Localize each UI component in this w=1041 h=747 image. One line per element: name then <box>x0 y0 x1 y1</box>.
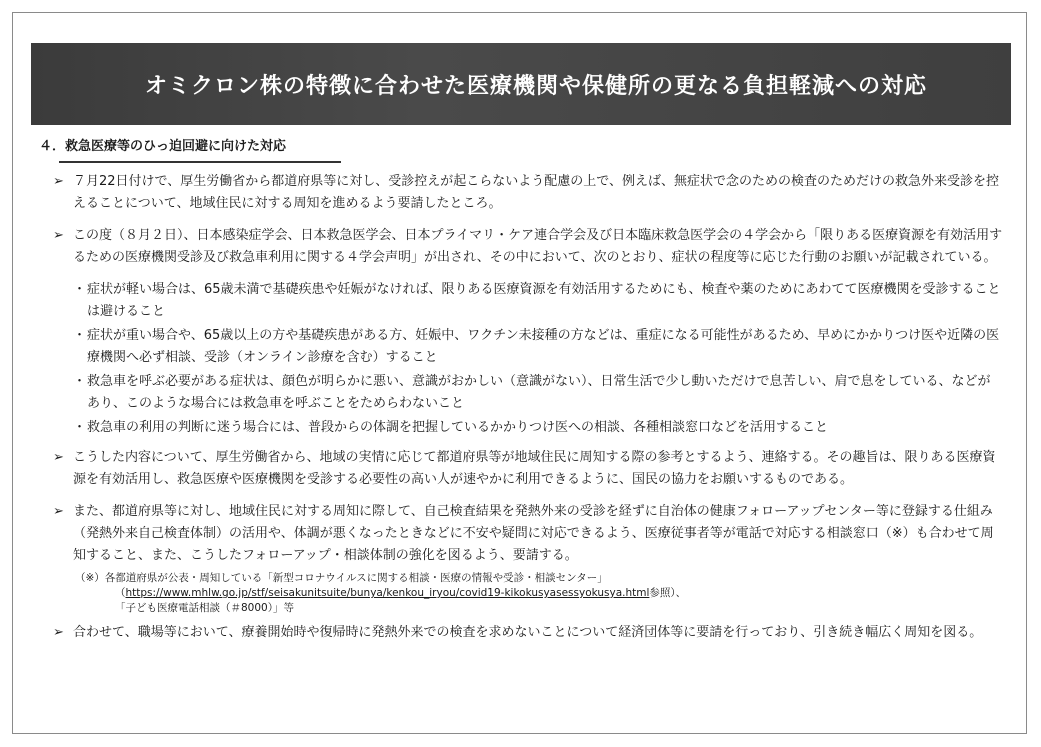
paragraph-1 <box>53 171 1003 215</box>
paragraph-4 <box>53 501 1003 567</box>
footnote-line-1: （※）各都道府県が公表・周知している「新型コロナウイルスに関する相談・医療の情報や受診・相談センター」 <box>75 572 608 584</box>
list-item-text: 症状が重い場合や、65歳以上の方や基礎疾患がある方、妊娠中、ワクチン未接種の方などは、重症になる可能性があるため、早めにかかりつけ医や近隣の医療機関へ必ず相談、受診（オンライン診療を含む）すること <box>87 328 1000 365</box>
list-item-text: 症状が軽い場合は、65歳未満で基礎疾患や妊娠がなければ、限りある医療資源を有効活用するためにも、検査や薬のためにあわてて医療機関を受診することは避けること <box>87 282 1001 319</box>
slide <box>12 12 1027 734</box>
footnote-line-2 <box>75 586 1003 601</box>
bullet-dot-icon: ・ <box>73 420 87 435</box>
symptom-bullet-list <box>73 279 1003 439</box>
arrow-bullet-icon: ➢ <box>53 228 64 243</box>
list-item-text: 救急車の利用の判断に迷う場合には、普段からの体調を把握しているかかりつけ医への相談、各種相談窓口などを活用すること <box>87 420 829 435</box>
footnote <box>75 571 1003 616</box>
page-title: オミクロン株の特徴に合わせた医療機関や保健所の更なる負担軽減への対応 <box>144 73 927 99</box>
paragraph-text: ７月22日付けで、厚生労働省から都道府県等に対し、受診控えが起こらないよう配慮の上で、例えば、無症状で念のための検査のためだけの救急外来受診を控えることについて、地域住民に対する周知を進めるよう要請したところ。 <box>73 174 1000 211</box>
list-item <box>73 279 1003 323</box>
list-item <box>73 325 1003 369</box>
arrow-bullet-icon: ➢ <box>53 504 64 519</box>
footnote-paren: （ <box>115 587 126 599</box>
paragraph-text: また、都道府県等に対し、地域住民に対する周知に際して、自己検査結果を発熱外来の受診を経ずに自治体の健康フォローアップセンター等に登録する仕組み（発熱外来自己検査体制）の活用や、体調が悪くなったときなどに不安や疑問に対応できるよう、医療従事者等が電話で対応する相談窓口（※）も合わせて周知すること、また、こうしたフォローアップ・相談体制の強化を図るよう、要請する。 <box>73 504 994 563</box>
list-item <box>73 371 1003 415</box>
arrow-bullet-icon: ➢ <box>53 174 64 189</box>
bullet-dot-icon: ・ <box>73 282 87 297</box>
paragraph-text: 合わせて、職場等において、療養開始時や復帰時に発熱外来での検査を求めないことについて経済団体等に要請を行っており、引き続き幅広く周知を図る。 <box>73 625 983 640</box>
bullet-dot-icon: ・ <box>73 374 87 389</box>
paragraph-text: こうした内容について、厚生労働省から、地域の実情に応じて都道府県等が地域住民に周知する際の参考とするよう、連絡する。その趣旨は、限りある医療資源を有効活用し、救急医療や医療機関を受診する必要性の高い人が速やかに利用できるように、国民の協力をお願いするものである。 <box>73 450 996 487</box>
footnote-line-3: 「子ども医療電話相談（＃8000）」等 <box>115 602 294 614</box>
bullet-dot-icon: ・ <box>73 328 87 343</box>
mhlw-link[interactable]: https://www.mhlw.go.jp/stf/seisakunitsuite/bunya/kenkou_iryou/covid19-kikokusyasessyokusya.html <box>125 587 650 599</box>
title-banner <box>31 43 1011 125</box>
arrow-bullet-icon: ➢ <box>53 625 64 640</box>
footnote-reference-text: 参照）、 <box>649 587 687 599</box>
paragraph-3 <box>53 447 1003 491</box>
list-item <box>73 417 1003 439</box>
list-item-text: 救急車を呼ぶ必要がある症状は、顔色が明らかに悪い、意識がおかしい（意識がない）、日常生活で少し動いただけで息苦しい、肩で息をしている、などがあり、このような場合には救急車を呼ぶことをためらわないこと <box>87 374 991 411</box>
paragraph-5 <box>53 622 1003 644</box>
section-underline <box>59 161 341 163</box>
paragraph-2 <box>53 225 1003 269</box>
arrow-bullet-icon: ➢ <box>53 450 64 465</box>
paragraph-text: この度（８月２日）、日本感染症学会、日本救急医学会、日本プライマリ・ケア連合学会及び日本臨床救急医学会の４学会から「限りある医療資源を有効活用するための医療機関受診及び救急車利用に関する４学会声明」が出され、その中において、次のとおり、症状の程度等に応じた行動のお願いが記載されている。 <box>73 228 1003 265</box>
body-content <box>53 171 1003 654</box>
section-heading: ４．救急医療等のひっ迫回避に向けた対応 <box>39 139 287 154</box>
